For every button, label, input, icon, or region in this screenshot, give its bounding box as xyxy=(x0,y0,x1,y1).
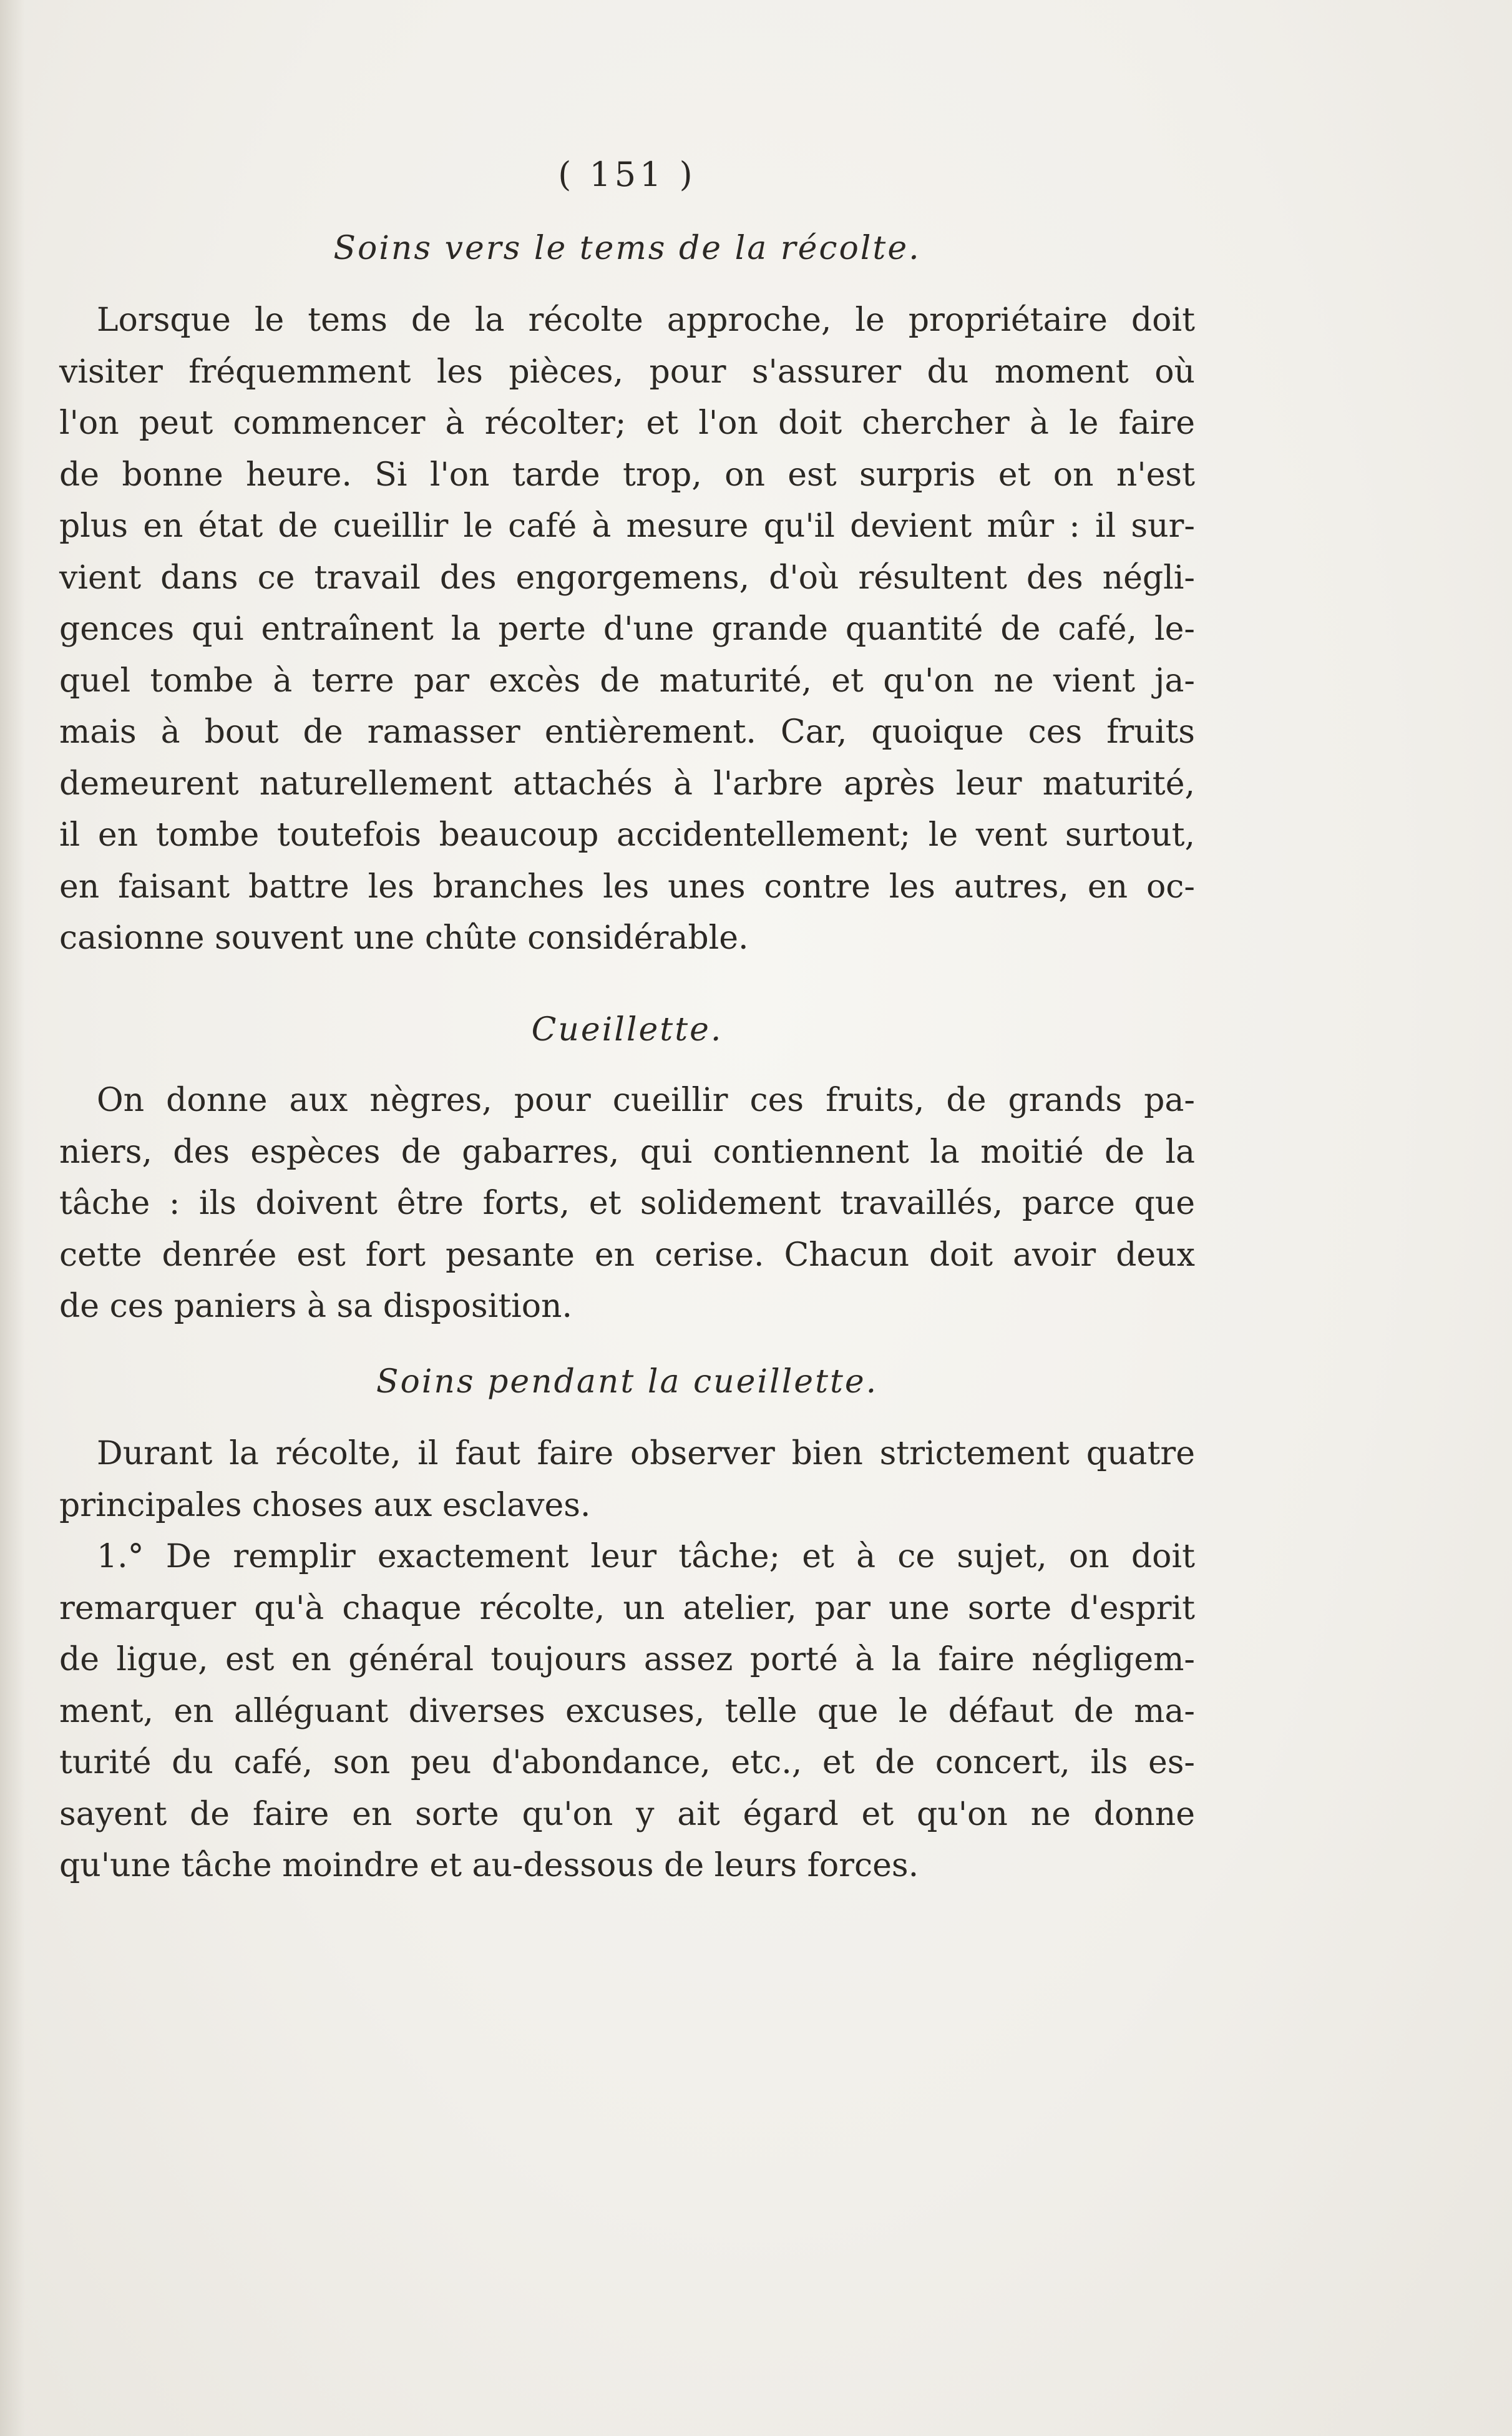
text-line: plus en état de cueillir le café à mesure qu'il devient mûr : il sur- xyxy=(59,507,1195,545)
text-line: On donne aux nègres, pour cueillir ces fruits, de grands pa- xyxy=(97,1082,1195,1119)
section-heading-soins-cueillette: Soins pendant la cueillette. xyxy=(376,1363,879,1401)
page-number: ( 151 ) xyxy=(558,155,696,194)
page-gutter-shadow xyxy=(0,0,25,2436)
text-line: ment, en alléguant diverses excuses, telle que le défaut de ma- xyxy=(59,1692,1195,1730)
section-heading-cueillette: Cueillette. xyxy=(531,1011,723,1049)
paragraph-soins-cueillette xyxy=(59,1428,1195,1892)
text-line: niers, des espèces de gabarres, qui contiennent la moitié de la xyxy=(59,1133,1195,1171)
text-line: en faisant battre les branches les unes contre les autres, en oc- xyxy=(59,868,1195,906)
text-line: Lorsque le tems de la récolte approche, le propriétaire doit xyxy=(97,301,1195,339)
text-line: turité du café, son peu d'abondance, etc., et de concert, ils es- xyxy=(59,1744,1195,1781)
text-line: sayent de faire en sorte qu'on y ait égard et qu'on ne donne xyxy=(59,1795,1195,1833)
text-line: remarquer qu'à chaque récolte, un atelier, par une sorte d'esprit xyxy=(59,1589,1195,1627)
text-line: mais à bout de ramasser entièrement. Car, quoique ces fruits xyxy=(59,713,1195,751)
text-line: cette denrée est fort pesante en cerise. Chacun doit avoir deux xyxy=(59,1236,1195,1274)
text-line: casionne souvent une chûte considérable. xyxy=(59,919,749,957)
text-line: vient dans ce travail des engorgemens, d'où résultent des négli- xyxy=(59,559,1195,597)
text-line: 1.° De remplir exactement leur tâche; et à ce sujet, on doit xyxy=(97,1538,1195,1575)
text-line: de ces paniers à sa disposition. xyxy=(59,1288,573,1325)
paragraph-recolte xyxy=(59,295,1195,964)
text-line: qu'une tâche moindre et au-dessous de leurs forces. xyxy=(59,1847,919,1884)
text-line: de ligue, est en général toujours assez porté à la faire négligem- xyxy=(59,1641,1195,1678)
section-heading-recolte: Soins vers le tems de la récolte. xyxy=(333,230,921,267)
text-line: tâche : ils doivent être forts, et solidement travaillés, parce que xyxy=(59,1185,1195,1222)
text-line: de bonne heure. Si l'on tarde trop, on est surpris et on n'est xyxy=(59,456,1195,494)
text-line: Durant la récolte, il faut faire observer bien strictement quatre xyxy=(97,1435,1195,1472)
paragraph-cueillette xyxy=(59,1075,1195,1333)
text-line: principales choses aux esclaves. xyxy=(59,1486,591,1524)
text-line: il en tombe toutefois beaucoup accidentellement; le vent surtout, xyxy=(59,816,1195,854)
text-line: demeurent naturellement attachés à l'arbre après leur maturité, xyxy=(59,765,1195,803)
text-line: gences qui entraînent la perte d'une grande quantité de café, le- xyxy=(59,610,1195,648)
text-line: l'on peut commencer à récolter; et l'on doit chercher à le faire xyxy=(59,404,1195,442)
text-line: visiter fréquemment les pièces, pour s'assurer du moment où xyxy=(59,353,1195,391)
text-line: quel tombe à terre par excès de maturité, et qu'on ne vient ja- xyxy=(59,662,1195,700)
